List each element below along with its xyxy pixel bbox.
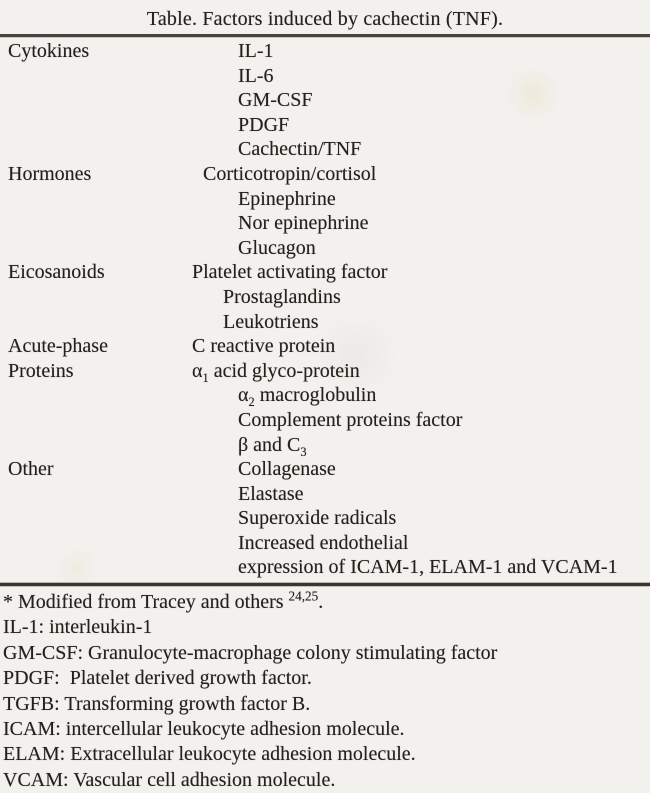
item-text: Collagenase <box>238 458 336 481</box>
footnote-text: IL-1: interleukin-1 <box>3 616 153 639</box>
footnote-text: ICAM: intercellular leukocyte adhesion molecule. <box>3 718 405 741</box>
table-row <box>0 137 650 162</box>
item-subscript: 2 <box>248 395 255 410</box>
category-cell <box>0 555 192 580</box>
item-text: Leukotriens <box>223 310 319 333</box>
factors-table <box>0 37 650 580</box>
table-title: Table. Factors induced by cachectin (TNF). <box>146 8 504 30</box>
table-row <box>0 236 650 261</box>
item-cell <box>192 137 650 162</box>
table-row <box>0 310 650 335</box>
category-cell <box>0 482 192 507</box>
category-cell <box>0 88 192 113</box>
item-text: α <box>238 384 249 407</box>
footnote-text: VCAM: Vascular cell adhesion molecule. <box>3 768 336 791</box>
item-cell <box>192 285 650 310</box>
footnote-text: ELAM: Extracellular leukocyte adhesion molecule. <box>3 743 416 766</box>
table-row <box>0 64 650 89</box>
item-cell <box>192 408 650 433</box>
category-cell <box>0 236 192 261</box>
footnote-line <box>3 666 650 691</box>
item-cell <box>192 506 650 531</box>
item-cell <box>192 310 650 335</box>
table-row <box>0 113 650 138</box>
footnote-text: GM-CSF: Granulocyte-macrophage colony stimulating factor <box>3 641 498 664</box>
item-cell <box>192 359 650 384</box>
item-cell <box>192 482 650 507</box>
table-row <box>0 260 650 285</box>
table-row <box>0 359 650 384</box>
item-text: C reactive protein <box>192 335 336 358</box>
item-text: Elastase <box>238 482 304 505</box>
item-text: Nor epinephrine <box>238 212 369 235</box>
table-row <box>0 457 650 482</box>
item-cell <box>192 39 650 64</box>
category-cell: Cytokines <box>8 40 90 62</box>
item-cell <box>192 162 650 187</box>
category-cell <box>0 408 192 433</box>
table-row <box>0 187 650 212</box>
category-cell <box>0 64 192 89</box>
item-text: Prostaglandins <box>223 285 341 308</box>
item-cell <box>192 236 650 261</box>
item-text: Increased endothelial <box>238 531 409 554</box>
table-row <box>0 88 650 113</box>
item-cell <box>192 555 650 580</box>
footnote-reference-superscript: 24,25 <box>288 588 319 604</box>
item-text: Platelet activating factor <box>192 261 388 284</box>
table-row <box>0 555 650 580</box>
item-text: IL-6 <box>238 64 274 87</box>
category-cell: Eicosanoids <box>8 261 105 284</box>
footnote-text: * Modified from Tracey and others <box>3 591 289 614</box>
category-cell <box>0 531 192 556</box>
item-text: Complement proteins factor <box>238 408 463 431</box>
category-cell <box>0 310 192 335</box>
footnote-line <box>3 692 650 717</box>
item-cell <box>192 260 650 285</box>
footnote-line <box>3 641 650 666</box>
table-row <box>0 531 650 556</box>
table-row <box>0 285 650 310</box>
item-cell <box>192 113 650 138</box>
item-cell <box>192 457 650 482</box>
table-row <box>0 482 650 507</box>
item-subscript: 1 <box>202 370 209 385</box>
category-cell <box>0 433 192 458</box>
footnote-line <box>3 768 650 793</box>
category-cell <box>0 383 192 408</box>
category-cell <box>0 113 192 138</box>
table-row <box>0 433 650 458</box>
table-row <box>0 506 650 531</box>
item-cell <box>192 187 650 212</box>
item-text: GM-CSF <box>238 89 313 112</box>
item-text: Cachectin/TNF <box>238 138 362 161</box>
footnote-text: PDGF: Platelet derived growth factor. <box>3 667 312 690</box>
item-text: Epinephrine <box>238 187 336 210</box>
item-text-post: acid glyco-protein <box>208 359 360 382</box>
item-text-post: macroglobulin <box>254 384 377 407</box>
item-cell <box>192 64 650 89</box>
table-row <box>0 408 650 433</box>
item-subscript: 3 <box>300 444 307 459</box>
item-text: PDGF <box>238 113 290 136</box>
table-row <box>0 383 650 408</box>
item-cell <box>192 531 650 556</box>
item-text: Superoxide radicals <box>238 507 397 530</box>
item-text: Corticotropin/cortisol <box>203 162 377 185</box>
footnote-line <box>3 742 650 767</box>
category-cell <box>0 506 192 531</box>
footnote-line <box>3 615 650 640</box>
footnotes-block <box>0 586 650 793</box>
category-cell: Proteins <box>8 359 74 382</box>
category-cell <box>0 285 192 310</box>
category-cell <box>0 187 192 212</box>
table-row <box>0 334 650 359</box>
footnote-text: TGFB: Transforming growth factor B. <box>3 692 311 715</box>
item-text: Glucagon <box>238 236 316 259</box>
item-text: IL-1 <box>238 40 274 62</box>
category-cell <box>0 137 192 162</box>
table-row <box>0 39 650 64</box>
category-cell: Other <box>8 458 54 481</box>
footnote-source <box>3 590 650 615</box>
table-row <box>0 162 650 187</box>
table-row <box>0 211 650 236</box>
item-cell <box>192 334 650 359</box>
category-cell: Hormones <box>8 162 92 185</box>
item-cell <box>192 433 650 458</box>
table-top-rule <box>0 34 650 37</box>
footnote-text-post: . <box>318 591 324 614</box>
item-cell <box>192 88 650 113</box>
item-text: α <box>192 359 203 382</box>
category-cell: Acute-phase <box>8 335 108 358</box>
item-text: β and C <box>238 433 301 456</box>
footnote-line <box>3 717 650 742</box>
item-cell <box>192 383 650 408</box>
item-text: expression of ICAM-1, ELAM-1 and VCAM-1 <box>238 556 618 579</box>
item-cell <box>192 211 650 236</box>
category-cell <box>0 211 192 236</box>
